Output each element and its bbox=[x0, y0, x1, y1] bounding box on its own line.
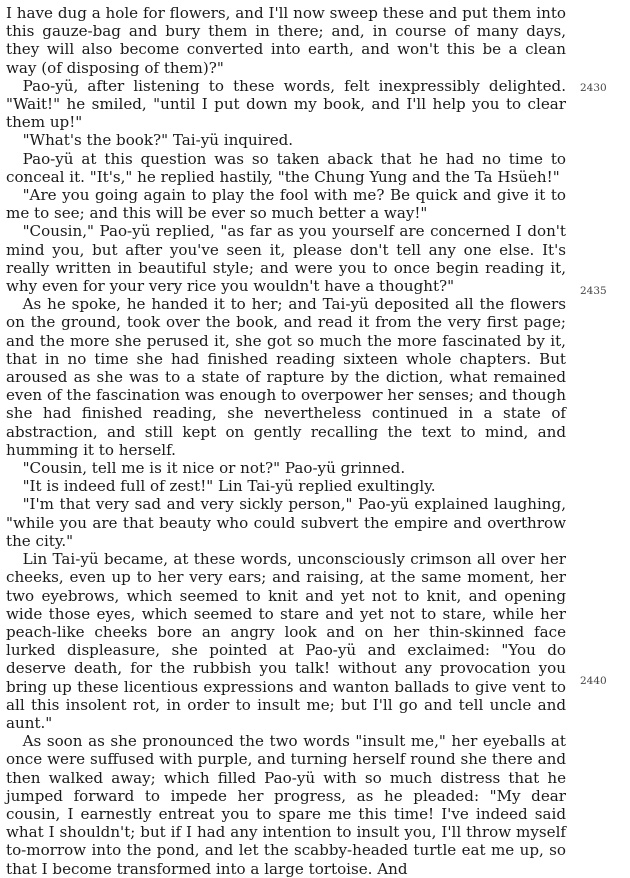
paragraph: "Cousin, tell me is it nice or not?" Pao-yü grinned. bbox=[22, 459, 406, 478]
line-number: 2435 bbox=[580, 285, 607, 297]
paragraph: Lin Tai-yü became, at these words, unconsciously crimson all over her cheeks, even up to her very ears; and raising, at the same moment, her two eyebrows, which seemed to knit and yet not to knit, and opening wide those eyes, which seemed to stare and yet not to stare, while her peach-like cheeks bore an angry look and on her thin-skinned face lurked displeasure, she pointed at Pao-yü and exclaimed: "You do deserve death, for the rubbish you talk! without any provocation you bring up these licentious expressions and wanton ballads to give vent to all this insolent rot, in order to insult me; but I'll go and tell uncle and aunt." bbox=[6, 550, 566, 732]
paragraph: "What's the book?" Tai-yü inquired. bbox=[22, 131, 294, 150]
paragraph: "Cousin," Pao-yü replied, "as far as you yourself are concerned I don't mind you, but after you've seen it, please don't tell any one else. It's really written in beautiful style; and were you to once begin reading it, why even for your very rice you wouldn't have a thought?" bbox=[6, 222, 566, 296]
paragraph: As he spoke, he handed it to her; and Tai-yü deposited all the flowers on the ground, took over the book, and read it from the very first page; and the more she perused it, she got so much the more fascinated by it, that in no time she had finished reading sixteen whole chapters. But aroused as she was to a state of rapture by the diction, what remained even of the fascination was enough to overpower her senses; and though she had finished reading, she nevertheless continued in a state of abstraction, and still kept on gently recalling the text to mind, and humming it to herself. bbox=[6, 295, 566, 459]
page-text bbox=[6, 4, 566, 878]
paragraph: Pao-yü, after listening to these words, felt inexpressibly delighted. "Wait!" he smiled, "until I put down my book, and I'll help you to clear them up!" bbox=[6, 76, 566, 132]
line-number: 2430 bbox=[580, 82, 607, 94]
paragraph: "I'm that very sad and very sickly person," Pao-yü explained laughing, "while you are that beauty who could subvert the empire and overthrow the city." bbox=[6, 495, 566, 550]
paragraph: "It is indeed full of zest!" Lin Tai-yü replied exultingly. bbox=[22, 477, 436, 496]
paragraph: Pao-yü at this question was so taken aback that he had no time to conceal it. "It's," he replied hastily, "the Chung Yung and the Ta Hsüeh!" bbox=[6, 149, 566, 186]
paragraph: As soon as she pronounced the two words "insult me," her eyeballs at once were suffused with purple, and turning herself round she there and then walked away; which filled Pao-yü with so much distress that he jumped forward to impede her progress, as he pleaded: "My dear cousin, I earnestly entreat you to spare me this time! I've indeed said what I shouldn't; but if I had any intention to insult you, I'll throw myself to-morrow into the pond, and let the scabby-headed turtle eat me up, so that I become transformed into a large tortoise. And bbox=[6, 732, 566, 878]
paragraph: I have dug a hole for flowers, and I'll now sweep these and put them into this gauze-bag and bury them in there; and, in course of many days, they will also become converted into earth, and won't this be a clean way (of disposing of them)?" bbox=[6, 4, 566, 77]
line-number: 2440 bbox=[580, 675, 607, 687]
paragraph: "Are you going again to play the fool with me? Be quick and give it to me to see; and this will be ever so much better a way!" bbox=[6, 186, 566, 223]
